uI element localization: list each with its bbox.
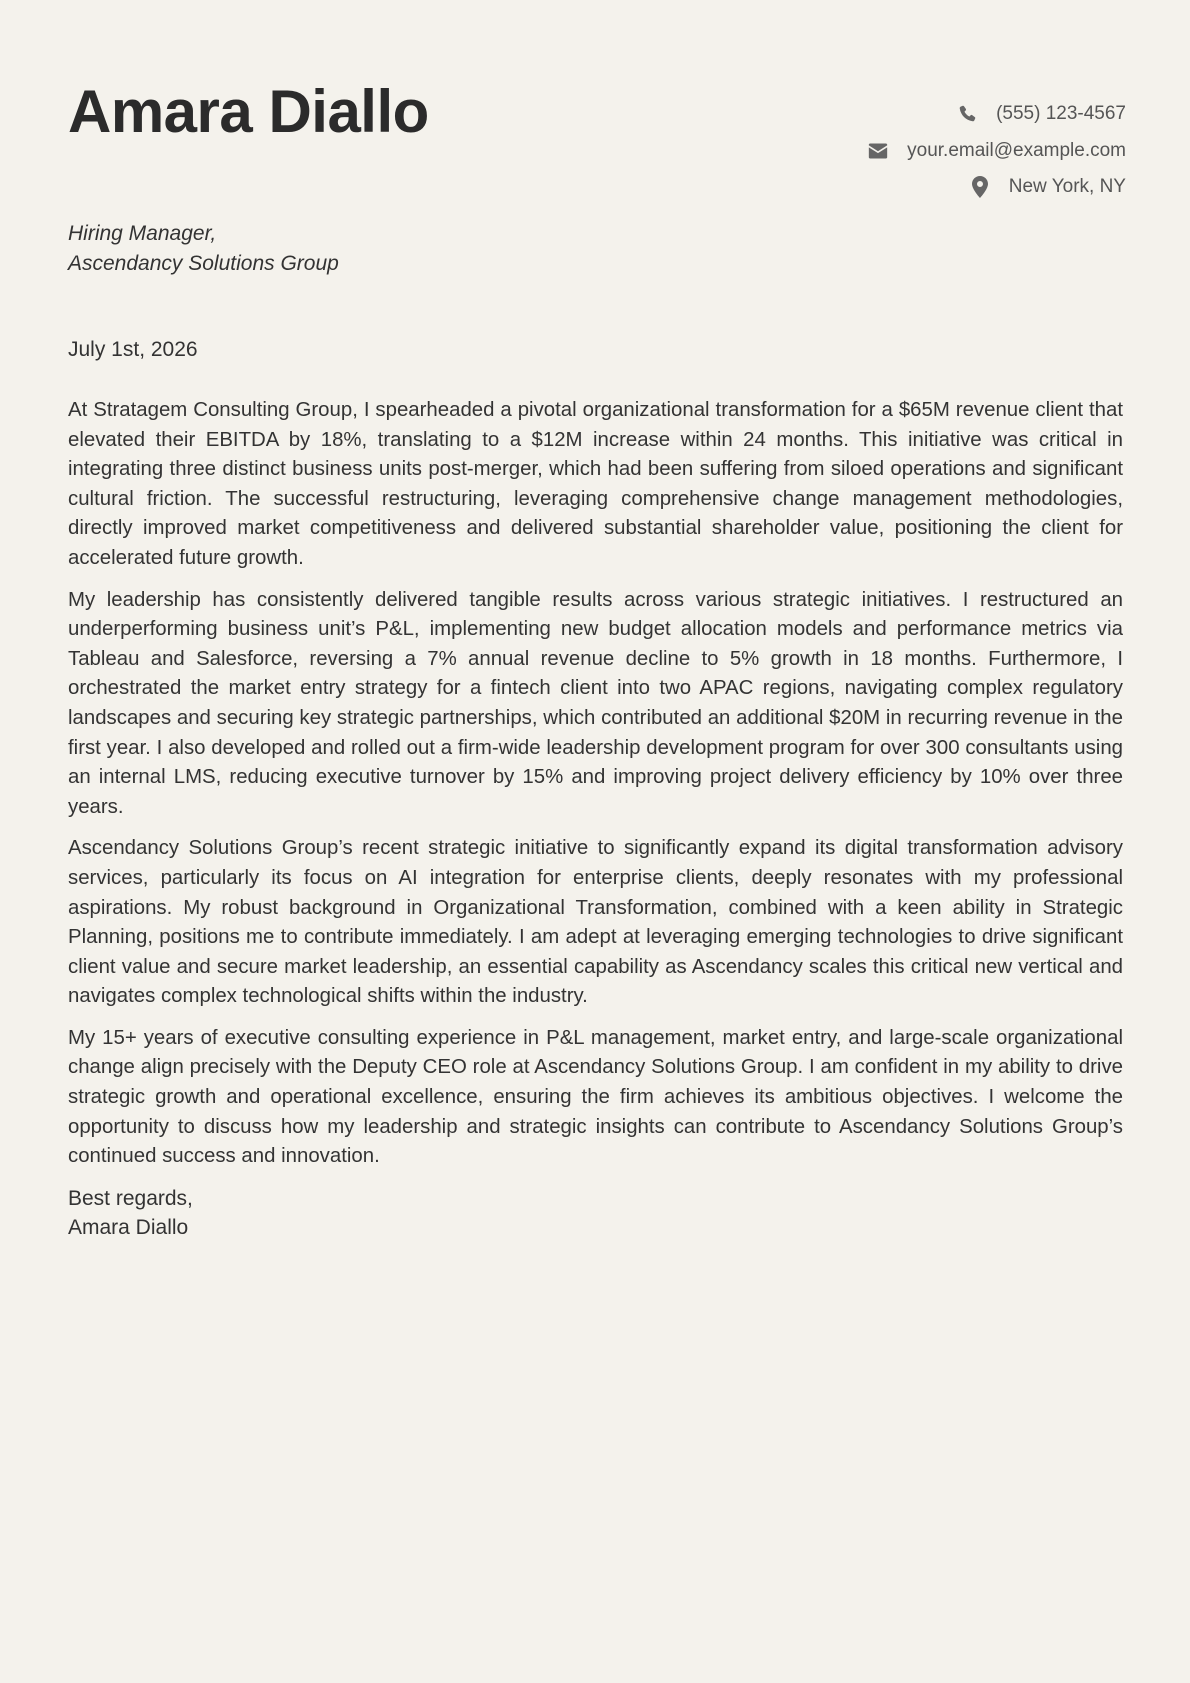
contact-info	[867, 96, 1126, 206]
letter-body	[68, 396, 1123, 1243]
contact-email	[867, 133, 1126, 170]
letter-date: July 1st, 2026	[68, 338, 198, 361]
recipient-company: Ascendancy Solutions Group	[68, 252, 339, 275]
body-paragraph: Ascendancy Solutions Group’s recent strategic initiative to significantly expand its digital transformation advisory services, particularly its focus on AI integration for enterprise clients, deeply resonates with my professional aspirations. My robust background in Organizational Transformation, combined with a keen ability in Strategic Planning, positions me to contribute immediately. I am adept at leveraging emerging technologies to drive significant client value and secure market leadership, an essential capability as Ascendancy scales this critical new vertical and navigates complex technological shifts within the industry.	[68, 837, 1123, 1008]
body-paragraph: At Stratagem Consulting Group, I spearheaded a pivotal organizational transformation for a $65M revenue client that elevated their EBITDA by 18%, translating to a $12M increase within 24 months. This initiative was critical in integrating three distinct business units post-merger, which had been suffering from siloed operations and significant cultural friction. The successful restructuring, leveraging comprehensive change management methodologies, directly improved market competitiveness and delivered substantial shareholder value, positioning the client for accelerated future growth.	[68, 399, 1123, 569]
envelope-icon	[867, 140, 889, 162]
closing-signature: Amara Diallo	[68, 1216, 189, 1240]
cover-letter-page	[68, 0, 1126, 1240]
body-paragraph: My 15+ years of executive consulting experience in P&L management, market entry, and large-scale organizational change align precisely with the Deputy CEO role at Ascendancy Solutions Group. I am confident in my ability to drive strategic growth and operational excellence, ensuring the firm achieves its ambitious objectives. I welcome the opportunity to discuss how my leadership and strategic insights can contribute to Ascendancy Solutions Group’s continued success and innovation.	[68, 1026, 1123, 1168]
closing-block	[68, 1184, 1123, 1243]
recipient-block	[68, 219, 339, 279]
location: New York, NY	[1008, 176, 1126, 198]
phone-number: (555) 123-4567	[996, 103, 1126, 125]
phone-icon	[956, 103, 978, 125]
contact-phone	[867, 96, 1126, 133]
closing-salutation: Best regards,	[68, 1186, 193, 1210]
email-address: your.email@example.com	[907, 139, 1126, 161]
sender-name: Amara Diallo	[68, 78, 429, 145]
recipient-title: Hiring Manager,	[68, 222, 217, 245]
contact-location	[867, 169, 1126, 206]
letter-header	[68, 0, 1126, 200]
map-pin-icon	[969, 176, 991, 198]
body-paragraph: My leadership has consistently delivered tangible results across various strategic initiatives. I restructured an underperforming business unit’s P&L, implementing new budget allocation models and performance metrics via Tableau and Salesforce, reversing a 7% annual revenue decline to 5% growth in 18 months. Furthermore, I orchestrated the market entry strategy for a fintech client into two APAC regions, navigating complex regulatory landscapes and securing key strategic partnerships, which contributed an additional $20M in recurring revenue in the first year. I also developed and rolled out a firm-wide leadership development program for over 300 consultants using an internal LMS, reducing executive turnover by 15% and improving project delivery efficiency by 10% over three years.	[68, 588, 1123, 818]
